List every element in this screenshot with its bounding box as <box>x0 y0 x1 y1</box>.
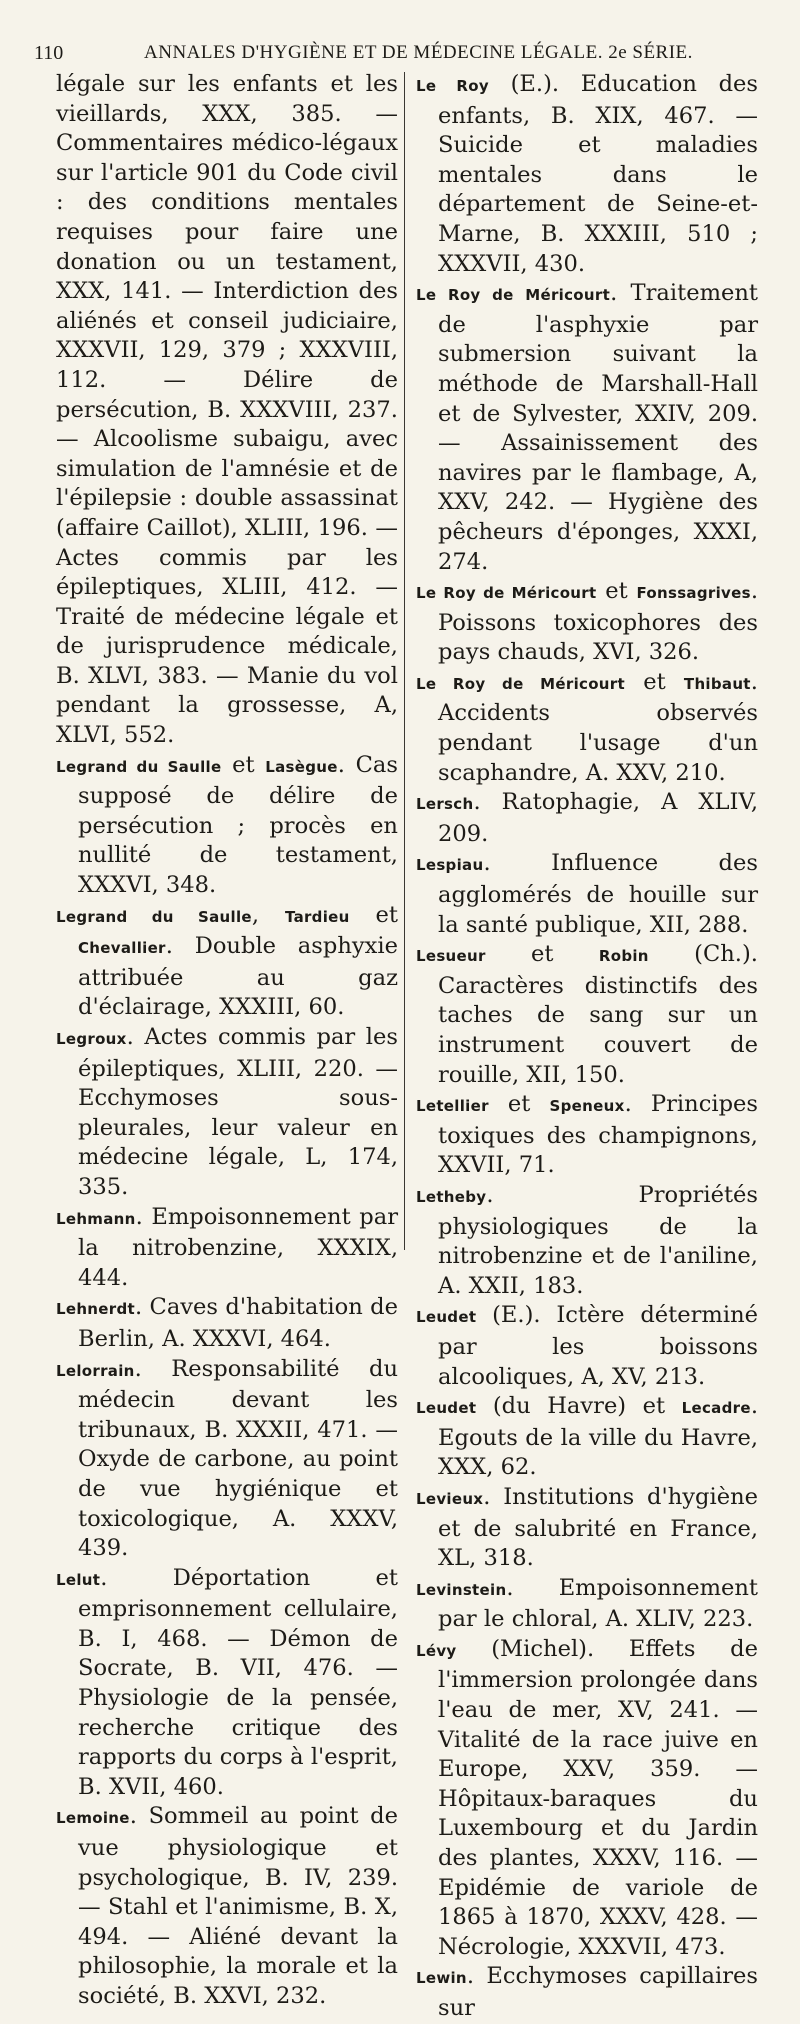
running-title: ANNALES D'HYGIÈNE ET DE MÉDECINE LÉGALE. 2e SÉRIE. <box>144 42 693 63</box>
index-entry <box>56 1564 398 1803</box>
author-name: Robin <box>598 947 649 966</box>
left-column <box>56 70 398 2012</box>
author-name: Thibaut <box>683 674 751 693</box>
author-name: Le Roy de Méricourt <box>416 286 611 305</box>
entry-text: . Sommeil au point de vue physiologique et psychologique, B. IV, 239. — Stahl et l'animisme, B. X, 494. — Aliéné devant la philosophie, la morale et la société, B. XXVI, 232. <box>78 1803 398 2009</box>
entry-text: . Actes commis par les épileptiques, XLIII, 220. — Ecchymoses sous-pleurales, leur valeur en médecine légale, L, 174, 335. <box>78 1024 398 1200</box>
index-entry <box>56 1355 398 1564</box>
author-name: Lévy <box>416 1641 457 1660</box>
entry-text: (Ch.). Caractères distinctifs des taches de sang sur un instrument couvert de rouille, XII, 150. <box>438 941 758 1088</box>
author-name: Lemoine <box>56 1809 130 1828</box>
author-name: Fonssagrives <box>636 584 751 603</box>
entry-text: . Principes toxiques des champignons, XXVII, 71. <box>438 1091 758 1179</box>
author-name: Chevallier <box>78 939 166 958</box>
index-entry <box>416 940 758 1090</box>
author-name: Lehmann <box>56 1209 136 1228</box>
author-name: Legrand du Saulle <box>56 757 222 776</box>
entry-text: . Egouts de la ville du Havre, XXX, 62. <box>438 1393 758 1481</box>
entry-text: . Caves d'habitation de Berlin, A. XXXVI, 464. <box>78 1294 398 1352</box>
index-entry <box>56 1802 398 2011</box>
entry-text: . Accidents observés pendant l'usage d'un scaphandre, A. XXV, 210. <box>438 668 758 786</box>
index-entry <box>416 577 758 668</box>
index-entry <box>416 279 758 577</box>
entry-text: . Traitement de l'asphyxie par submersion suivant la méthode de Marshall-Hall et de Sylvester, XXIV, 209. — Assainissement des navires par le flambage, A, XXV, 242. — Hygiène des pêcheurs d'éponges, XXXI, 274. <box>438 280 758 575</box>
index-entry <box>416 788 758 849</box>
author-name: Lesueur <box>416 947 486 966</box>
right-column <box>416 70 758 2024</box>
entry-text: . Responsabilité du médecin devant les tribunaux, B. XXXII, 471. — Oxyde de carbone, au point de vue hygiénique et toxicologique, A. XXXV, 439. <box>78 1355 398 1562</box>
entry-text: . Ecchymoses capillaires sur <box>438 1963 758 2021</box>
index-entry <box>416 1635 758 1963</box>
author-name: Levinstein <box>416 1580 507 1599</box>
right-entries <box>416 70 758 2024</box>
entry-joiner: et <box>596 578 637 605</box>
author-name: Legroux <box>56 1030 127 1048</box>
author-name: Levieux <box>416 1489 484 1508</box>
entry-text: . Ratophagie, A XLIV, 209. <box>438 789 758 847</box>
author-name: Lelut <box>56 1570 101 1589</box>
author-name: Lecadre <box>681 1399 751 1418</box>
entry-joiner: et <box>488 1091 550 1118</box>
entry-text: . Double asphyxie attribuée au gaz d'éclairage, XXXIII, 60. <box>78 933 398 1021</box>
index-entry <box>416 1181 758 1301</box>
entry-joiner: et <box>221 751 266 778</box>
index-entry <box>416 1483 758 1574</box>
index-entry <box>416 1962 758 2023</box>
entry-joiner: , <box>251 901 285 928</box>
author-name: Letheby <box>416 1187 487 1206</box>
author-name: Le Roy de Méricourt <box>416 584 597 603</box>
author-name: Le Roy de Méricourt <box>416 674 625 693</box>
author-name: Tardieu <box>284 907 350 926</box>
author-name: Legrand du Saulle <box>56 907 252 926</box>
index-entry <box>416 849 758 940</box>
author-name: Lewin <box>416 1969 467 1988</box>
entry-joiner: et <box>624 668 684 695</box>
entry-text: . Institutions d'hygiène et de salubrité en France, XL, 318. <box>438 1483 758 1572</box>
index-entry <box>416 668 758 788</box>
entry-joiner: (du Havre) et <box>476 1393 682 1420</box>
column-divider <box>404 72 405 1250</box>
entry-text: . Cas supposé de délire de persécution ; procès en nullité de testament, XXXVI, 348. <box>78 751 398 899</box>
entry-joiner: et <box>485 941 599 968</box>
entry-text: . Poissons toxicophores des pays chauds, XVI, 326. <box>438 578 758 666</box>
entry-text: (Michel). Effets de l'immersion prolongée dans l'eau de mer, XV, 241. — Vitalité de la race juive en Europe, XXV, 359. — Hôpitaux-baraques du Luxembourg et du Jardin des plantes, XXXV, 116. — Epidémie de variole de 1865 à 1870, XXXV, 428. — Nécrologie, XXXVII, 473. <box>438 1635 758 1960</box>
continuation-entry: légale sur les enfants et les vieillards, XXX, 385. — Commentaires médico-légaux sur l'article 901 du Code civil : des conditions mentales requises pour faire une donation ou un testament, XXX, 141. — Interdiction des aliénés et conseil judiciaire, XXXVII, 129, 379 ; XXXVIII, 112. — Délire de persécution, B. XXXVIII, 237. — Alcoolisme subaigu, avec simulation de l'amnésie et de l'épilepsie : double assassinat (affaire Caillot), XLIII, 196. — Actes commis par les épileptiques, XLIII, 412. — Traité de médecine légale et de jurisprudence médicale, B. XLVI, 383. — Manie du vol pendant la grossesse, A, XLVI, 552. <box>56 71 398 749</box>
author-name: Lelorrain <box>56 1361 135 1380</box>
page-header <box>28 40 768 70</box>
index-entry <box>416 1090 758 1181</box>
index-entry <box>56 1023 398 1203</box>
page-number: 110 <box>34 42 64 64</box>
entry-text: (E.). Ictère déterminé par les boissons alcooliques, A, XV, 213. <box>438 1302 758 1390</box>
index-entry <box>416 1301 758 1392</box>
author-name: Le Roy <box>416 77 489 95</box>
author-name: Lersch <box>416 795 474 814</box>
index-entry <box>56 1293 398 1354</box>
index-entry <box>416 1574 758 1635</box>
index-entry <box>56 901 398 1023</box>
author-name: Letellier <box>416 1097 489 1116</box>
author-name: Lasègue <box>265 757 338 776</box>
entry-text: . Déportation et emprisonnement cellulaire, B. I, 468. — Démon de Socrate, B. VII, 476. — Physiologie de la pensée, recherche critique des rapports du corps à l'esprit, B. XVII, 460. <box>78 1564 398 1800</box>
entry-text: . Influence des agglomérés de houille sur la santé publique, XII, 288. <box>438 850 758 938</box>
entry-text: (E.). Education des enfants, B. XIX, 467. — Suicide et maladies mentales dans le département de Seine-et-Marne, B. XXXIII, 510 ; XXXVII, 430. <box>438 71 758 277</box>
author-name: Speneux <box>549 1097 625 1116</box>
index-entry <box>56 751 398 901</box>
index-entry <box>416 70 758 279</box>
index-entry <box>416 1392 758 1483</box>
entry-text: . Propriétés physiologiques de la nitrobenzine et de l'aniline, A. XXII, 183. <box>438 1181 758 1299</box>
author-name: Lehnerdt <box>56 1300 135 1319</box>
entry-text: . Empoisonnement par le chloral, A. XLIV, 223. <box>438 1574 758 1633</box>
entry-joiner: et <box>349 901 398 928</box>
left-entries <box>56 751 398 2012</box>
index-entry <box>56 1203 398 1294</box>
author-name: Lespiau <box>416 856 484 875</box>
author-name: Leudet <box>416 1399 477 1418</box>
entry-text: . Empoisonnement par la nitrobenzine, XXXIX, 444. <box>78 1203 398 1291</box>
author-name: Leudet <box>416 1308 477 1327</box>
